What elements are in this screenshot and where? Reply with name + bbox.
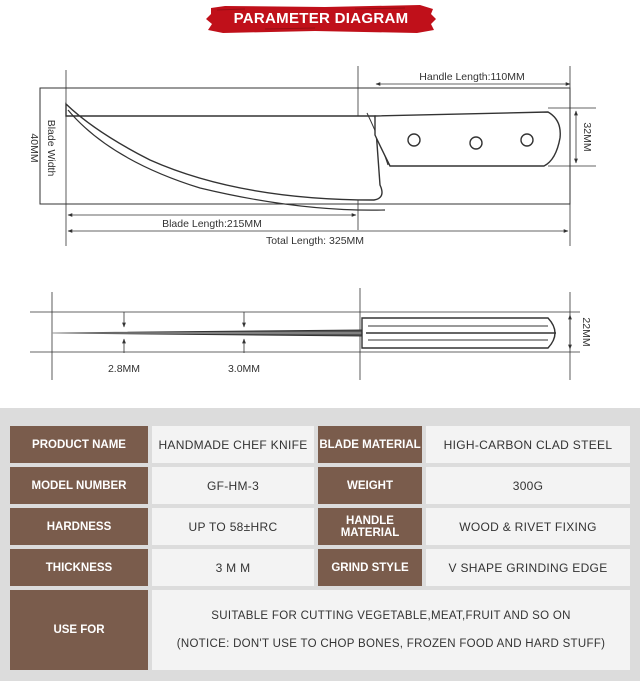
blade-length-label: Blade Length:215MM (162, 218, 262, 230)
total-length-dimension (68, 231, 568, 247)
blade-side (66, 104, 388, 210)
spine-tip-dimension (108, 312, 140, 375)
spec-value: 300G (426, 467, 630, 504)
blade-top (52, 330, 362, 336)
spine-mid-label: 3.0MM (227, 363, 261, 375)
handle-thickness-label: 22MM (580, 317, 592, 347)
handle-length-dimension (376, 71, 570, 84)
spec-label: WEIGHT (318, 467, 422, 504)
spec-label: HANDLE MATERIAL (318, 508, 422, 545)
spec-label: THICKNESS (10, 549, 148, 586)
handle-length-label: Handle Length:110MM (419, 71, 525, 83)
spec-label: GRIND STYLE (318, 549, 422, 586)
spec-value: HIGH-CARBON CLAD STEEL (426, 426, 630, 463)
use-for-label: USE FOR (10, 590, 148, 670)
banner-title: PARAMETER DIAGRAM (233, 10, 409, 27)
handle-thickness-dimension (570, 315, 592, 349)
spec-value: HANDMADE CHEF KNIFE (152, 426, 314, 463)
use-for-line: SUITABLE FOR CUTTING VEGETABLE,MEAT,FRUIT AND SO ON (211, 610, 571, 622)
use-for-value (152, 590, 630, 670)
blade-width-dimension (28, 92, 57, 200)
spec-label: HARDNESS (10, 508, 148, 545)
handle-height-label: 32MM (581, 122, 593, 152)
spec-value: V SHAPE GRINDING EDGE (426, 549, 630, 586)
spine-mid-dimension (228, 312, 260, 375)
rivet-icon (470, 137, 482, 149)
total-length-label: Total Length: 325MM (265, 235, 365, 247)
use-for-notice: (NOTICE: DON'T USE TO CHOP BONES, FROZEN FOOD AND HARD STUFF) (176, 638, 606, 650)
spine-tip-label: 2.8MM (107, 363, 141, 375)
blade-width-label: Blade Width (45, 119, 57, 177)
handle-side (375, 112, 560, 166)
blade-length-dimension (68, 215, 356, 230)
spec-label: MODEL NUMBER (10, 467, 148, 504)
handle-top (362, 318, 556, 348)
rivet-icon (521, 134, 533, 146)
handle-height-dimension (576, 111, 593, 163)
spec-table (0, 408, 640, 681)
blade-width-value: 40MM (28, 133, 40, 163)
spec-value: GF-HM-3 (152, 467, 314, 504)
spec-value: 3 M M (152, 549, 314, 586)
spec-value: WOOD & RIVET FIXING (426, 508, 630, 545)
rivet-icon (408, 134, 420, 146)
spec-value: UP TO 58±HRC (152, 508, 314, 545)
spec-label: BLADE MATERIAL (318, 426, 422, 463)
spec-label: PRODUCT NAME (10, 426, 148, 463)
